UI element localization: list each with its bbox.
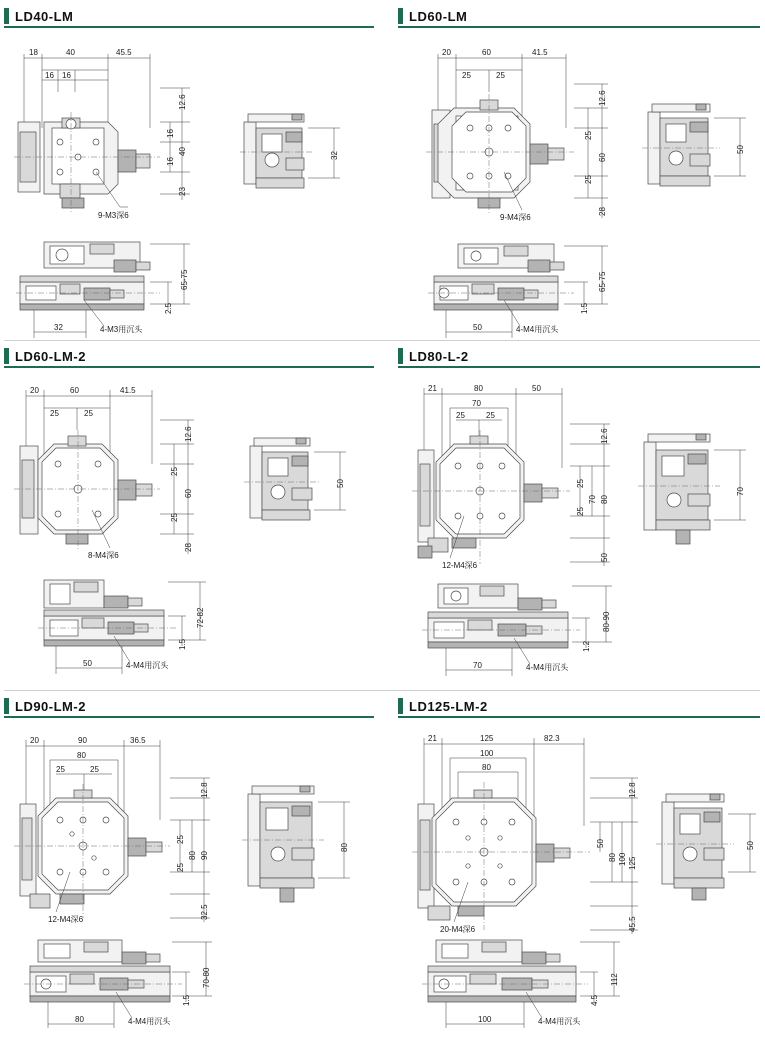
dim-text: 16: [62, 71, 71, 80]
divider: [4, 340, 760, 341]
section-header-ld90lm2: [4, 696, 374, 718]
divider: [4, 690, 760, 691]
dim-text: 32.5: [200, 904, 209, 920]
dim-text: 25: [176, 863, 185, 872]
dim-text: 12.6: [178, 94, 187, 110]
dim-text: 82.3: [544, 734, 560, 743]
dim-text: 28: [598, 207, 607, 216]
section-header-ld80l2: [398, 346, 760, 368]
section-title: LD90-LM-2: [15, 698, 86, 714]
dim-text: 80: [188, 851, 197, 860]
dim-text: 41.5: [120, 386, 136, 395]
callout-text: 4-M4用沉头: [128, 1017, 171, 1026]
accent-bar-icon: [398, 698, 403, 714]
dim-text: 80: [600, 495, 609, 504]
accent-bar-icon: [398, 8, 403, 24]
dim-text: 50: [596, 839, 605, 848]
svg-ld90lm2: [0, 722, 380, 1034]
drawing-ld60lm2: [0, 372, 380, 688]
dim-text: 40: [66, 48, 75, 57]
dim-text: 70: [736, 487, 745, 496]
svg-ld125lm2: [394, 722, 765, 1034]
callout-text: 4-M4用沉头: [516, 325, 559, 334]
dim-text: 12.6: [598, 90, 607, 106]
dim-text: 50: [83, 659, 92, 668]
callout-text: 4-M4用沉头: [538, 1017, 581, 1026]
dim-text: 80: [77, 751, 86, 760]
dim-text: 25: [584, 131, 593, 140]
dim-text: 32: [54, 323, 63, 332]
callout-text: 20-M4深6: [440, 925, 476, 934]
dim-text: 25: [462, 71, 471, 80]
section-header-ld60lm2: [4, 346, 374, 368]
svg-ld80l2: [394, 372, 765, 688]
dim-text: 72-82: [196, 607, 205, 628]
dim-text: 21: [428, 734, 437, 743]
dim-text: 100: [480, 749, 494, 758]
dim-text: 50: [736, 145, 745, 154]
dim-text: 70: [473, 661, 482, 670]
dim-text: 125: [628, 856, 637, 870]
dim-text: 18: [29, 48, 38, 57]
section-header-ld60lm: [398, 6, 760, 28]
dim-text: 25: [576, 507, 585, 516]
dim-text: 4.5: [590, 994, 599, 1006]
svg-ld60lm2: [0, 372, 380, 688]
dim-text: 90: [200, 851, 209, 860]
dim-text: 1.5: [178, 638, 187, 650]
accent-bar-icon: [4, 348, 9, 364]
dim-text: 50: [600, 553, 609, 562]
callout-text: 12-M4深6: [442, 561, 478, 570]
dim-text: 25: [486, 411, 495, 420]
section-title: LD40-LM: [15, 8, 74, 24]
dim-text: 80: [482, 763, 491, 772]
dim-text: 25: [576, 479, 585, 488]
dim-text: 80-90: [602, 611, 611, 632]
dim-text: 12.6: [184, 426, 193, 442]
dim-text: 20: [442, 48, 451, 57]
dim-text: 12.8: [200, 782, 209, 798]
drawing-ld90lm2: [0, 722, 380, 1034]
dim-text: 65-75: [180, 269, 189, 290]
dim-text: 16: [166, 157, 175, 166]
callout-text: 4-M4用沉头: [126, 661, 169, 670]
section-title: LD60-LM-2: [15, 348, 86, 364]
dim-text: 25: [496, 71, 505, 80]
dim-text: 25: [584, 175, 593, 184]
dim-text: 21: [428, 384, 437, 393]
dim-text: 45.5: [116, 48, 132, 57]
dim-text: 25: [170, 467, 179, 476]
section-header-ld40lm: [4, 6, 374, 28]
callout-text: 9-M4深6: [500, 213, 531, 222]
dim-text: 28: [184, 543, 193, 552]
dim-text: 60: [482, 48, 491, 57]
section-header-ld125lm2: [398, 696, 760, 718]
dim-text: 25: [84, 409, 93, 418]
dim-text: 60: [598, 153, 607, 162]
drawing-ld80l2: [394, 372, 765, 688]
callout-text: 8-M4深6: [88, 551, 119, 560]
dim-text: 70: [472, 399, 481, 408]
dim-text: 125: [480, 734, 494, 743]
dim-text: 60: [70, 386, 79, 395]
dim-text: 100: [478, 1015, 492, 1024]
callout-text: 4-M3用沉头: [100, 325, 143, 334]
dim-text: 112: [610, 973, 619, 986]
dim-text: 50: [532, 384, 541, 393]
dim-text: 50: [473, 323, 482, 332]
svg-ld40lm: [0, 32, 380, 342]
section-title: LD60-LM: [409, 8, 468, 24]
dim-text: 1.5: [182, 994, 191, 1006]
dim-text: 25: [456, 411, 465, 420]
dim-text: 20: [30, 386, 39, 395]
dim-text: 36.5: [130, 736, 146, 745]
drawing-ld125lm2: [394, 722, 765, 1034]
dim-text: 1.5: [580, 302, 589, 314]
dim-text: 12.6: [600, 428, 609, 444]
drawing-ld60lm: [394, 32, 765, 342]
dim-text: 23: [178, 187, 187, 196]
accent-bar-icon: [4, 8, 9, 24]
dim-text: 100: [618, 852, 627, 866]
dim-text: 80: [474, 384, 483, 393]
dim-text: 60: [184, 489, 193, 498]
dim-text: 25: [176, 835, 185, 844]
callout-text: 12-M4深6: [48, 915, 84, 924]
dim-text: 25: [56, 765, 65, 774]
accent-bar-icon: [398, 348, 403, 364]
dim-text: 70-80: [202, 967, 211, 988]
callout-text: 9-M3深6: [98, 211, 129, 220]
dim-text: 25: [170, 513, 179, 522]
drawing-ld40lm: [0, 32, 380, 342]
dim-text: 40: [178, 147, 187, 156]
dim-text: 70: [588, 495, 597, 504]
dim-text: 32: [330, 151, 339, 160]
svg-ld60lm: [394, 32, 765, 342]
section-title: LD125-LM-2: [409, 698, 488, 714]
dim-text: 1.2: [582, 640, 591, 652]
callout-text: 4-M4用沉头: [526, 663, 569, 672]
dim-text: 2.5: [164, 302, 173, 314]
dim-text: 25: [50, 409, 59, 418]
dim-text: 25: [90, 765, 99, 774]
dim-text: 12.8: [628, 782, 637, 798]
section-title: LD80-L-2: [409, 348, 469, 364]
dim-text: 41.5: [532, 48, 548, 57]
dim-text: 45.5: [628, 916, 637, 932]
dim-text: 80: [340, 843, 349, 852]
dim-text: 65-75: [598, 271, 607, 292]
dim-text: 80: [75, 1015, 84, 1024]
dim-text: 50: [746, 841, 755, 850]
dim-text: 20: [30, 736, 39, 745]
dim-text: 90: [78, 736, 87, 745]
dim-text: 50: [336, 479, 345, 488]
accent-bar-icon: [4, 698, 9, 714]
dim-text: 16: [45, 71, 54, 80]
dim-text: 16: [166, 129, 175, 138]
dim-text: 80: [608, 853, 617, 862]
